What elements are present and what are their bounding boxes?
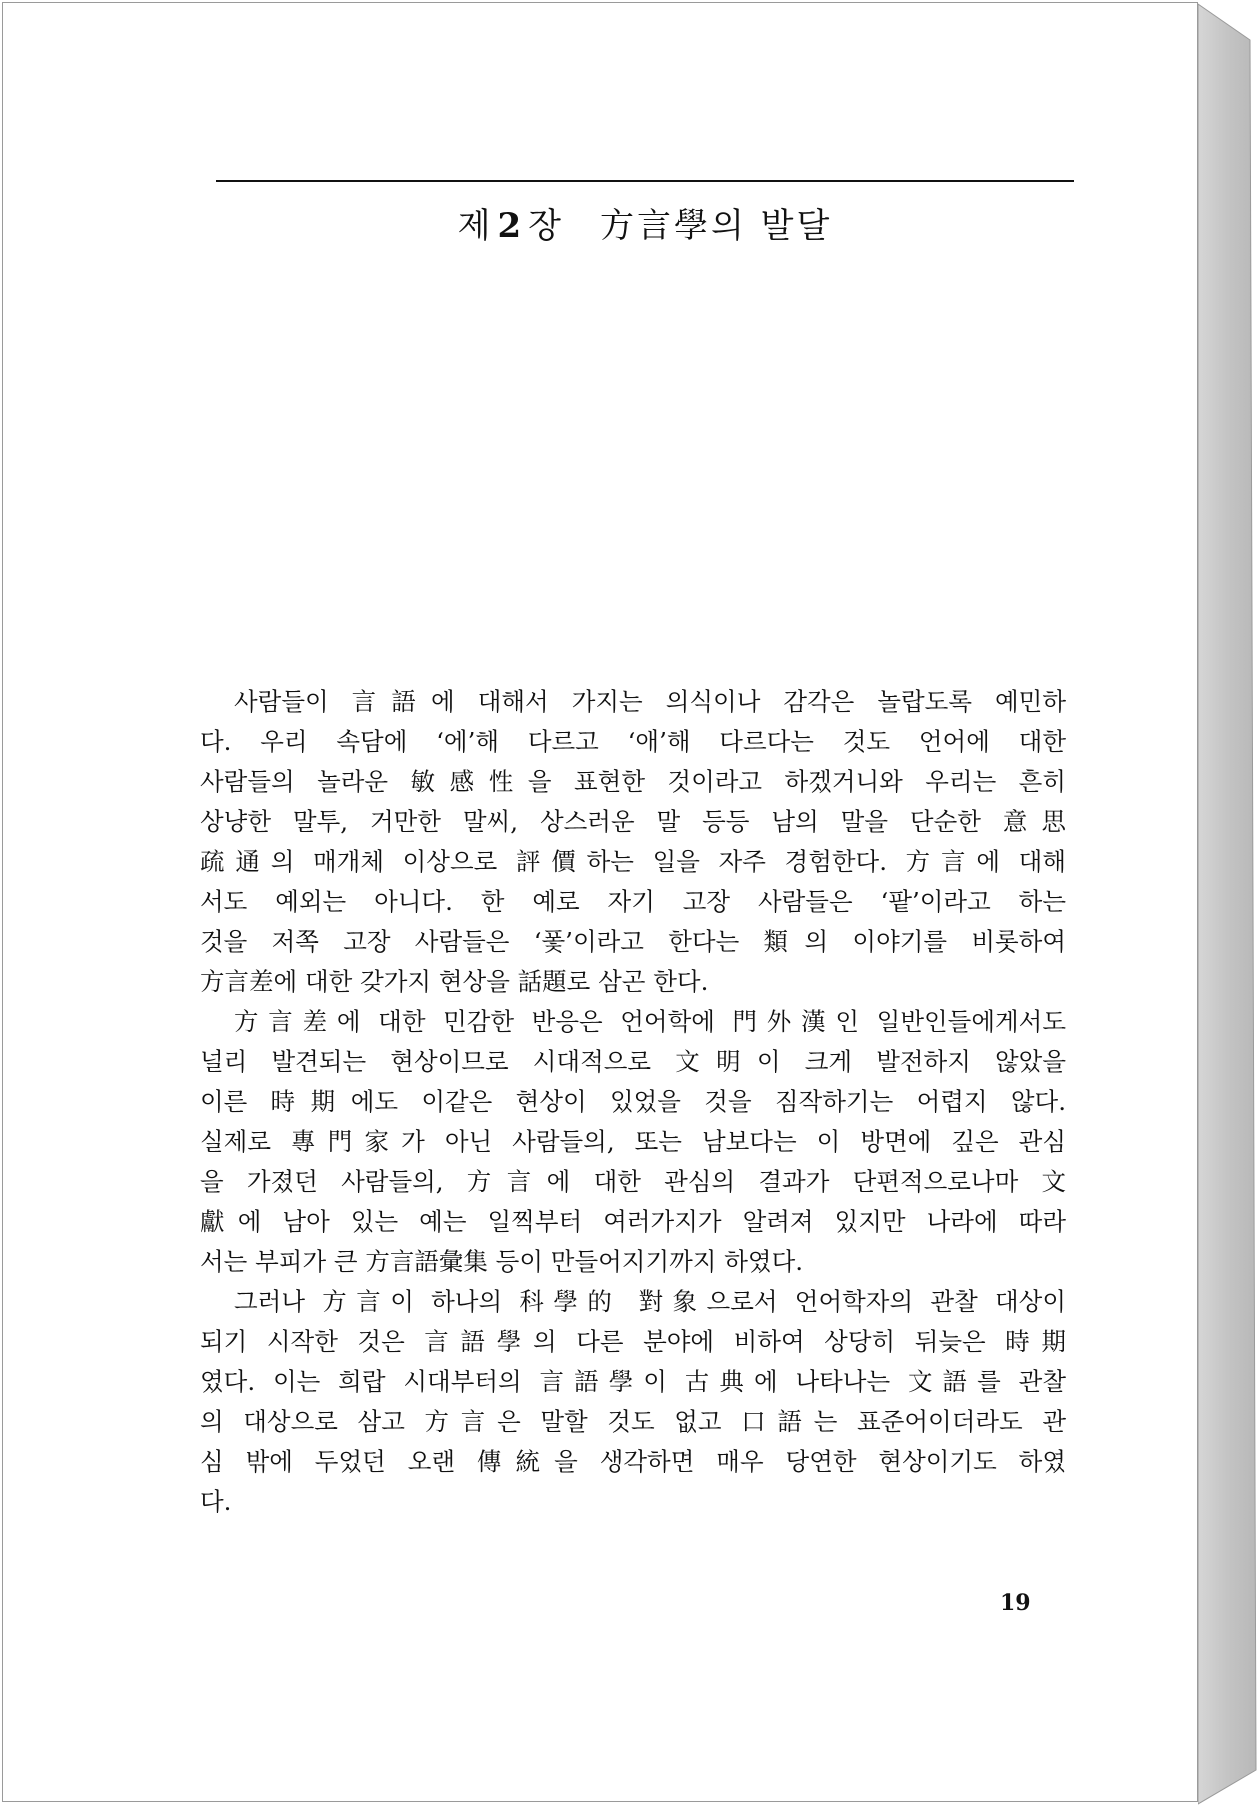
text-line: 심 밖에 두었던 오랜 傳統을 생각하면 매우 당연한 현상이기도 하였 [200, 1447, 1066, 1476]
text-line: 方言差에 대한 갖가지 현상을 話題로 삼곤 한다. [200, 967, 709, 996]
paragraph-3 [200, 1282, 1066, 1522]
text-line: 獻에 남아 있는 예는 일찍부터 여러가지가 알려져 있지만 나라에 따라 [200, 1207, 1066, 1236]
page-edge-shadow [1198, 0, 1257, 1806]
chapter-heading: 方言學의 발달 [600, 206, 833, 246]
text-line: 상냥한 말투, 거만한 말씨, 상스러운 말 등등 남의 말을 단순한 意思 [200, 807, 1066, 836]
paragraph-2 [200, 1002, 1066, 1282]
chapter-label-prefix: 제 [457, 206, 494, 246]
text-line: 그러나 方言이 하나의 科學的 對象으로서 언어학자의 관찰 대상이 [234, 1287, 1066, 1316]
text-line: 疏通의 매개체 이상으로 評價하는 일을 자주 경험한다. 方言에 대해 [200, 847, 1066, 876]
text-line: 의 대상으로 삼고 方言은 말할 것도 없고 口語는 표준어이더라도 관 [200, 1407, 1066, 1436]
text-line: 方言差에 대한 민감한 반응은 언어학에 門外漢인 일반인들에게서도 [234, 1007, 1066, 1036]
text-line: 을 가졌던 사람들의, 方言에 대한 관심의 결과가 단편적으로나마 文 [200, 1167, 1066, 1196]
text-line: 서도 예외는 아니다. 한 예로 자기 고장 사람들은 ‘팥’이라고 하는 [200, 887, 1066, 916]
text-line: 사람들이 言語에 대해서 가지는 의식이나 감각은 놀랍도록 예민하 [234, 687, 1066, 716]
text-line: 였다. 이는 희랍 시대부터의 言語學이 古典에 나타나는 文語를 관찰 [200, 1367, 1066, 1396]
text-line: 서는 부피가 큰 方言語彙集 등이 만들어지기까지 하였다. [200, 1247, 804, 1276]
text-line: 널리 발견되는 현상이므로 시대적으로 文明이 크게 발전하지 않았을 [200, 1047, 1066, 1076]
chapter-number: 2 [497, 206, 525, 246]
text-line: 사람들의 놀라운 敏感性을 표현한 것이라고 하겠거니와 우리는 흔히 [200, 767, 1066, 796]
text-line: 다. [200, 1487, 232, 1516]
text-line: 되기 시작한 것은 言語學의 다른 분야에 비하여 상당히 뒤늦은 時期 [200, 1327, 1066, 1356]
text-line: 다. 우리 속담에 ‘에’해 다르고 ‘애’해 다르다는 것도 언어에 대한 [200, 727, 1066, 756]
text-line: 실제로 專門家가 아닌 사람들의, 또는 남보다는 이 방면에 깊은 관심 [200, 1127, 1066, 1156]
paragraph-1 [200, 682, 1066, 1002]
text-line: 이른 時期에도 이같은 현상이 있었을 것을 짐작하기는 어렵지 않다. [200, 1087, 1066, 1116]
chapter-title [216, 198, 1074, 247]
page-number: 19 [1000, 1590, 1031, 1616]
header-rule [216, 180, 1074, 182]
body-text [200, 682, 1066, 1522]
text-line: 것을 저쪽 고장 사람들은 ‘퐃’이라고 한다는 類의 이야기를 비롯하여 [200, 927, 1066, 956]
chapter-label-suffix: 장 [528, 206, 565, 246]
